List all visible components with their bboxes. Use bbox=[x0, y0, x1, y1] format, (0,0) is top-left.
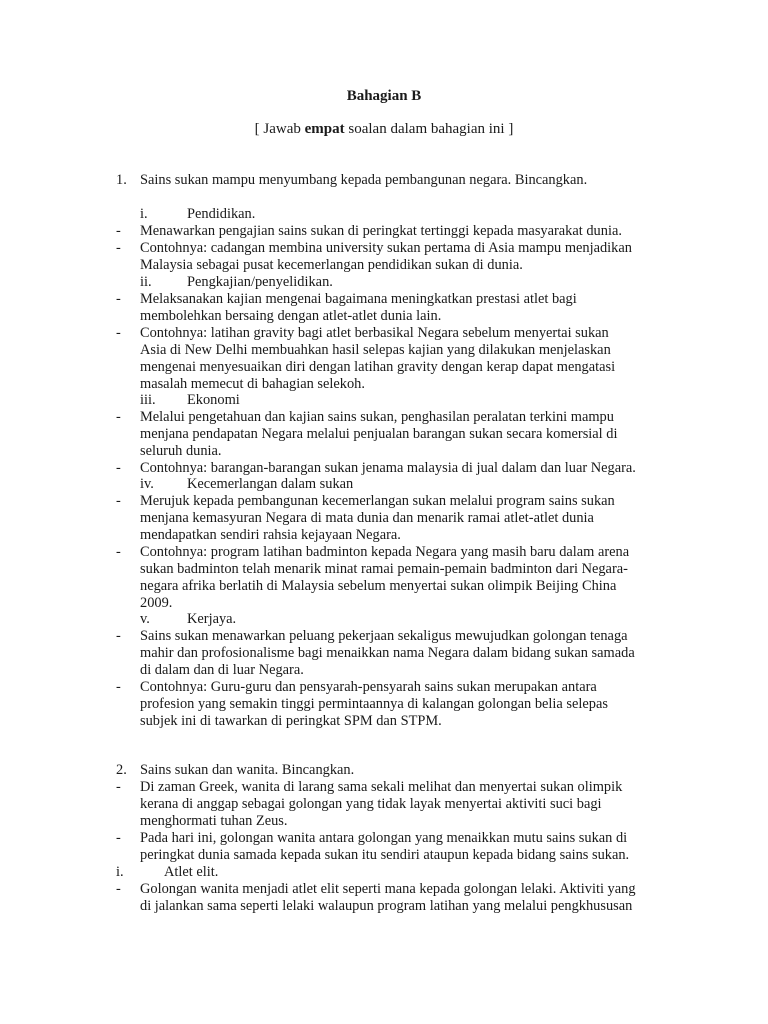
question-text: Sains sukan dan wanita. Bincangkan. bbox=[140, 762, 355, 778]
bullet-line: Melalui pengetahuan dan kajian sains sukan, penghasilan peralatan terkini mampu bbox=[140, 409, 614, 425]
bullet-dash: - bbox=[116, 779, 121, 795]
subsection-title: Kerjaya. bbox=[187, 611, 237, 627]
bullet-dash: - bbox=[116, 409, 121, 425]
bullet-dash: - bbox=[116, 240, 121, 256]
bullet-line: Malaysia sebagai pusat kecemerlangan pendidikan sukan di dunia. bbox=[140, 257, 523, 273]
bullet-line: Sains sukan menawarkan peluang pekerjaan sekaligus mewujudkan golongan tenaga bbox=[140, 628, 628, 644]
instruction-post: soalan dalam bahagian ini ] bbox=[344, 121, 514, 137]
subsection-number: ii. bbox=[140, 274, 152, 290]
subsection-number: i. bbox=[140, 206, 148, 222]
bullet-line: membolehkan bersaing dengan atlet-atlet dunia lain. bbox=[140, 308, 442, 324]
bullet-line: di dalam dan di luar Negara. bbox=[140, 662, 304, 678]
bullet-line: Contohnya: latihan gravity bagi atlet berbasikal Negara sebelum menyertai sukan bbox=[140, 325, 609, 341]
bullet-line: mengenai menyesuaikan diri dengan latihan gravity dengan kerap dapat mengatasi bbox=[140, 359, 616, 375]
bullet-line: negara afrika berlatih di Malaysia sebelum menyertai sukan olimpik Beijing China bbox=[140, 578, 617, 594]
subsection-number: i. bbox=[116, 864, 124, 880]
section-title: Bahagian B bbox=[346, 88, 422, 104]
bullet-line: 2009. bbox=[140, 595, 173, 611]
bullet-dash: - bbox=[116, 881, 121, 897]
bullet-line: menjana kemasyuran Negara di mata dunia dan menarik ramai atlet-atlet dunia bbox=[140, 510, 594, 526]
bullet-dash: - bbox=[116, 679, 121, 695]
bullet-line: Contohnya: barangan-barangan sukan jenama malaysia di jual dalam dan luar Negara. bbox=[140, 460, 636, 476]
bullet-line: Contohnya: cadangan membina university sukan pertama di Asia mampu menjadikan bbox=[140, 240, 632, 256]
bullet-line: Merujuk kepada pembangunan kecemerlangan sukan melalui program sains sukan bbox=[140, 493, 615, 509]
question-number: 1. bbox=[116, 172, 127, 188]
bullet-line: sukan badminton telah menarik minat ramai pemain-pemain badminton dari Negara- bbox=[140, 561, 628, 577]
bullet-line: Melaksanakan kajian mengenai bagaimana meningkatkan prestasi atlet bagi bbox=[140, 291, 577, 307]
bullet-line: mendapatkan sendiri rahsia kejayaan Negara. bbox=[140, 527, 401, 543]
bullet-dash: - bbox=[116, 325, 121, 341]
subsection-title: Atlet elit. bbox=[164, 864, 219, 880]
question-text: Sains sukan mampu menyumbang kepada pembangunan negara. Bincangkan. bbox=[140, 172, 588, 188]
subsection-number: v. bbox=[140, 611, 150, 627]
bullet-dash: - bbox=[116, 223, 121, 239]
bullet-line: Golongan wanita menjadi atlet elit seperti mana kepada golongan lelaki. Aktiviti yang bbox=[140, 881, 636, 897]
bullet-dash: - bbox=[116, 291, 121, 307]
subsection-number: iii. bbox=[140, 392, 156, 408]
bullet-dash: - bbox=[116, 493, 121, 509]
bullet-dash: - bbox=[116, 628, 121, 644]
bullet-line: Pada hari ini, golongan wanita antara golongan yang menaikkan mutu sains sukan di bbox=[140, 830, 628, 846]
bullet-line: Contohnya: program latihan badminton kepada Negara yang masih baru dalam arena bbox=[140, 544, 630, 560]
bullet-line: Menawarkan pengajian sains sukan di peringkat tertinggi kepada masyarakat dunia. bbox=[140, 223, 622, 239]
instruction-bold: empat bbox=[304, 121, 345, 137]
bullet-line: subjek ini di tawarkan di peringkat SPM dan STPM. bbox=[140, 713, 442, 729]
subsection-number: iv. bbox=[140, 476, 154, 492]
bullet-dash: - bbox=[116, 830, 121, 846]
section-instruction bbox=[0, 121, 768, 138]
bullet-line: peringkat dunia samada kepada sukan itu sendiri ataupun kepada bidang sains sukan. bbox=[140, 847, 630, 863]
subsection-title: Ekonomi bbox=[187, 392, 240, 408]
subsection-title: Kecemerlangan dalam sukan bbox=[187, 476, 354, 492]
subsection-title: Pengkajian/penyelidikan. bbox=[187, 274, 333, 290]
bullet-dash: - bbox=[116, 544, 121, 560]
bullet-line: mahir dan profosionalisme bagi menaikkan nama Negara dalam bidang sukan samada bbox=[140, 645, 635, 661]
question-number: 2. bbox=[116, 762, 127, 778]
bullet-line: seluruh dunia. bbox=[140, 443, 222, 459]
bullet-line: menghormati tuhan Zeus. bbox=[140, 813, 288, 829]
bullet-line: di jalankan sama seperti lelaki walaupun program latihan yang melalui pengkhususan bbox=[140, 898, 633, 914]
subsection-title: Pendidikan. bbox=[187, 206, 256, 222]
instruction-pre: [ Jawab bbox=[254, 121, 305, 137]
bullet-line: Asia di New Delhi membuahkan hasil selepas kajian yang dilakukan menjelaskan bbox=[140, 342, 611, 358]
bullet-line: kerana di anggap sebagai golongan yang tidak layak menyertai aktiviti suci bagi bbox=[140, 796, 602, 812]
bullet-line: masalah memecut di bahagian selekoh. bbox=[140, 376, 365, 392]
bullet-line: Contohnya: Guru-guru dan pensyarah-pensyarah sains sukan merupakan antara bbox=[140, 679, 597, 695]
bullet-line: Di zaman Greek, wanita di larang sama sekali melihat dan menyertai sukan olimpik bbox=[140, 779, 623, 795]
bullet-line: profesion yang semakin tinggi permintaannya di kalangan golongan belia selepas bbox=[140, 696, 608, 712]
bullet-dash: - bbox=[116, 460, 121, 476]
bullet-line: menjana pendapatan Negara melalui penjualan barangan sukan secara komersial di bbox=[140, 426, 618, 442]
